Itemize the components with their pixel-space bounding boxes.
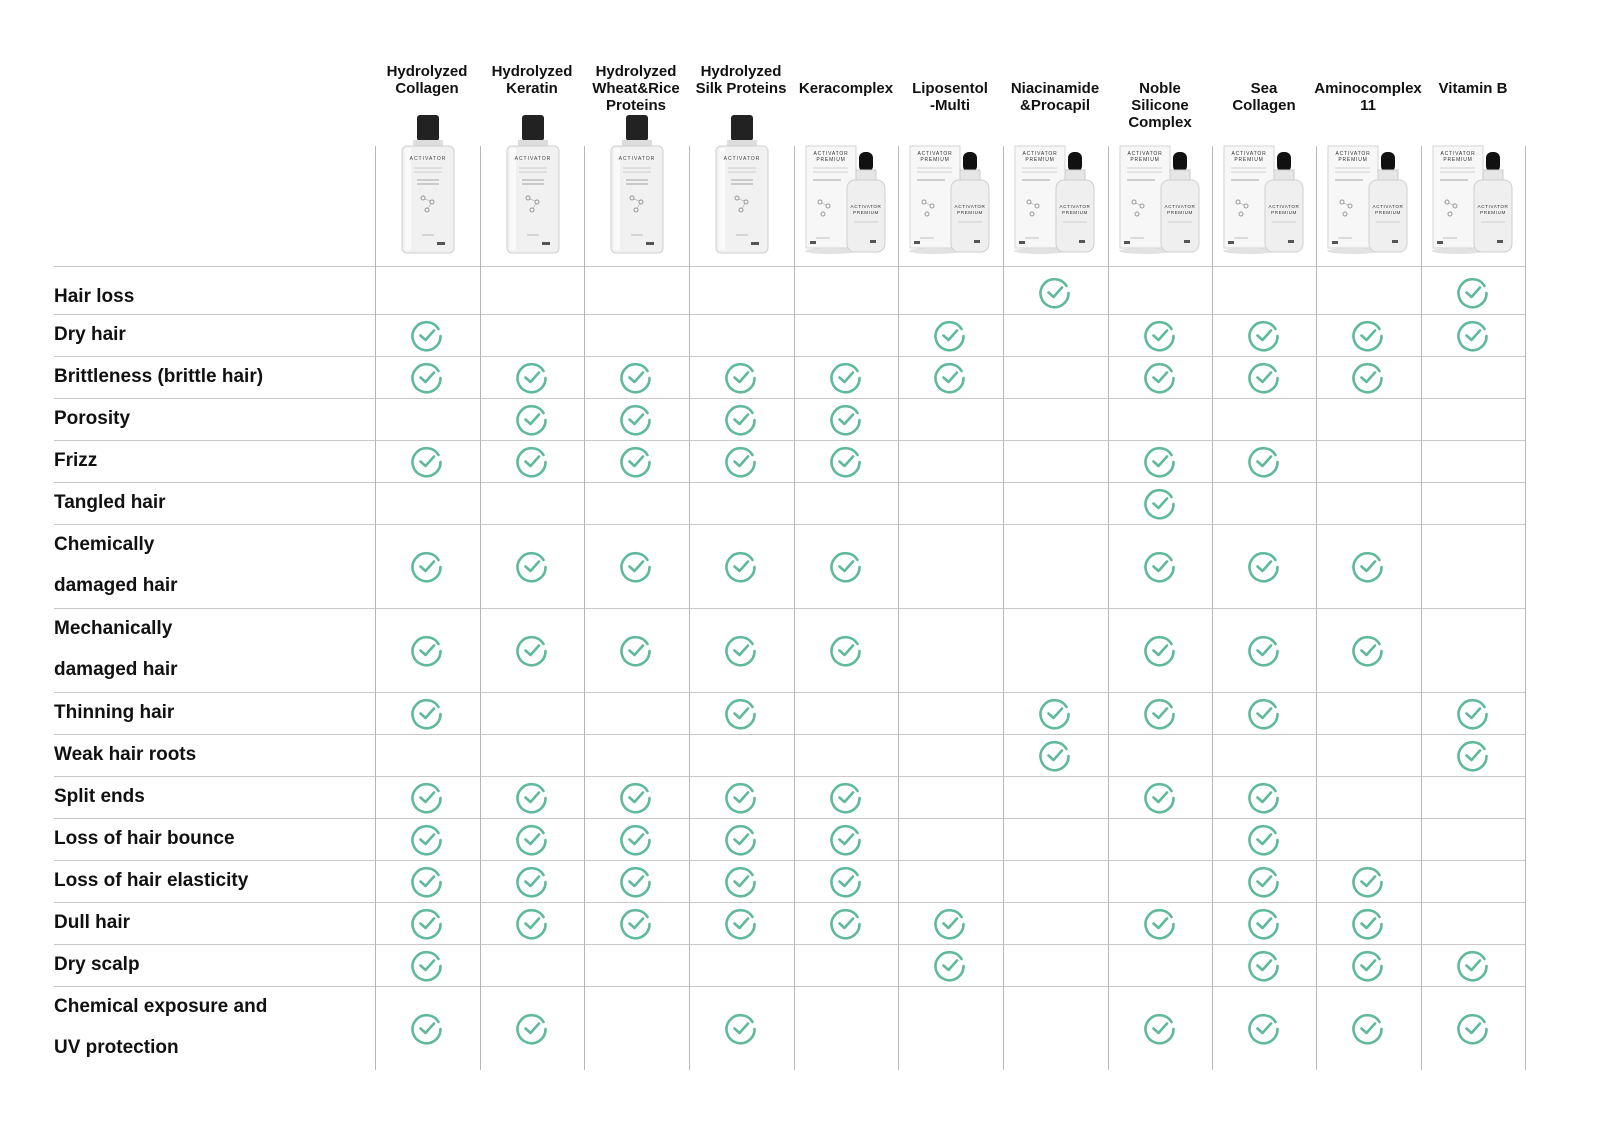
row-label: Frizz	[54, 450, 98, 471]
row-divider	[54, 692, 1525, 693]
check-icon	[410, 633, 444, 667]
check-icon	[619, 864, 653, 898]
check-icon	[1038, 275, 1072, 309]
column-divider	[1108, 146, 1109, 1070]
column-header: Liposentol -Multi	[912, 80, 988, 114]
svg-text:ACTIVATOR: ACTIVATOR	[514, 156, 552, 162]
svg-text:ACTIVATOR: ACTIVATOR	[1440, 151, 1476, 157]
check-icon	[1351, 948, 1385, 982]
check-icon	[724, 549, 758, 583]
activator-bottle-image	[586, 110, 686, 260]
check-icon	[515, 633, 549, 667]
row-label: Porosity	[54, 408, 131, 429]
svg-text:PREMIUM: PREMIUM	[1271, 210, 1297, 215]
column-header: Hydrolyzed Silk Proteins	[695, 63, 787, 97]
svg-text:ACTIVATOR: ACTIVATOR	[850, 204, 882, 209]
check-icon	[1143, 1011, 1177, 1045]
table-header-divider	[54, 266, 1525, 267]
check-icon	[1247, 696, 1281, 730]
check-icon	[619, 780, 653, 814]
check-icon	[1247, 780, 1281, 814]
row-divider	[54, 356, 1525, 357]
column-divider	[1003, 146, 1004, 1070]
check-icon	[410, 1011, 444, 1045]
svg-text:PREMIUM: PREMIUM	[1130, 157, 1160, 163]
column-divider	[794, 146, 795, 1070]
row-divider	[54, 734, 1525, 735]
check-icon	[1247, 822, 1281, 856]
check-icon	[1247, 360, 1281, 394]
row-divider	[54, 944, 1525, 945]
check-icon	[1351, 318, 1385, 352]
check-icon	[410, 864, 444, 898]
check-icon	[1247, 549, 1281, 583]
check-icon	[515, 444, 549, 478]
check-icon	[1143, 444, 1177, 478]
activator-premium-box-image	[1423, 110, 1523, 260]
row-label: Dry hair	[54, 324, 126, 345]
svg-text:ACTIVATOR: ACTIVATOR	[917, 151, 953, 157]
svg-text:ACTIVATOR: ACTIVATOR	[954, 204, 986, 209]
check-icon	[410, 360, 444, 394]
column-divider	[1421, 146, 1422, 1070]
check-icon	[515, 822, 549, 856]
check-icon	[515, 402, 549, 436]
check-icon	[1351, 1011, 1385, 1045]
row-divider	[54, 860, 1525, 861]
check-icon	[410, 318, 444, 352]
check-icon	[829, 402, 863, 436]
row-label: Loss of hair elasticity	[54, 870, 249, 891]
check-icon	[724, 360, 758, 394]
row-label: Mechanically damaged hair	[54, 618, 178, 680]
row-label: Brittleness (brittle hair)	[54, 366, 264, 387]
activator-bottle-image	[482, 110, 582, 260]
row-divider	[54, 608, 1525, 609]
column-header: Hydrolyzed Wheat&Rice Proteins	[592, 63, 680, 114]
check-icon	[1143, 318, 1177, 352]
check-icon	[1351, 864, 1385, 898]
check-icon	[1456, 948, 1490, 982]
row-divider	[54, 314, 1525, 315]
svg-text:PREMIUM: PREMIUM	[920, 157, 950, 163]
svg-text:PREMIUM: PREMIUM	[1025, 157, 1055, 163]
activator-premium-box-image	[796, 110, 896, 260]
check-icon	[724, 864, 758, 898]
svg-text:PREMIUM: PREMIUM	[957, 210, 983, 215]
column-divider	[1316, 146, 1317, 1070]
check-icon	[724, 822, 758, 856]
svg-text:PREMIUM: PREMIUM	[1375, 210, 1401, 215]
check-icon	[515, 780, 549, 814]
column-header: Hydrolyzed Collagen	[386, 63, 468, 97]
column-divider	[1212, 146, 1213, 1070]
check-icon	[619, 444, 653, 478]
check-icon	[410, 696, 444, 730]
svg-text:ACTIVATOR: ACTIVATOR	[1231, 151, 1267, 157]
row-label: Dry scalp	[54, 954, 140, 975]
svg-text:ACTIVATOR: ACTIVATOR	[1268, 204, 1300, 209]
row-divider	[54, 776, 1525, 777]
column-header: Hydrolyzed Keratin	[491, 63, 573, 97]
check-icon	[410, 549, 444, 583]
activator-premium-box-image	[1318, 110, 1418, 260]
row-label: Split ends	[54, 786, 145, 807]
row-label: Chemical exposure and UV protection	[54, 996, 268, 1058]
activator-premium-box-image	[900, 110, 1000, 260]
check-icon	[1143, 906, 1177, 940]
check-icon	[619, 360, 653, 394]
check-icon	[1456, 738, 1490, 772]
check-icon	[1351, 906, 1385, 940]
row-label: Thinning hair	[54, 702, 175, 723]
column-header: Keracomplex	[798, 80, 894, 97]
column-header: Niacinamide &Procapil	[1010, 80, 1100, 114]
check-icon	[829, 822, 863, 856]
row-divider	[54, 524, 1525, 525]
check-icon	[829, 633, 863, 667]
activator-premium-box-image	[1005, 110, 1105, 260]
row-label: Dull hair	[54, 912, 131, 933]
svg-text:PREMIUM: PREMIUM	[1338, 157, 1368, 163]
svg-text:ACTIVATOR: ACTIVATOR	[1372, 204, 1404, 209]
check-icon	[410, 948, 444, 982]
check-icon	[1351, 549, 1385, 583]
check-icon	[1351, 633, 1385, 667]
svg-text:PREMIUM: PREMIUM	[1234, 157, 1264, 163]
column-header: Sea Collagen	[1232, 80, 1296, 114]
check-icon	[1247, 948, 1281, 982]
check-icon	[1456, 1011, 1490, 1045]
check-icon	[1456, 696, 1490, 730]
svg-text:ACTIVATOR: ACTIVATOR	[1164, 204, 1196, 209]
check-icon	[1143, 780, 1177, 814]
activator-premium-box-image	[1214, 110, 1314, 260]
row-label: Tangled hair	[54, 492, 166, 513]
check-icon	[619, 906, 653, 940]
check-icon	[515, 360, 549, 394]
check-icon	[933, 360, 967, 394]
row-label: Weak hair roots	[54, 744, 197, 765]
column-header: Noble Silicone Complex	[1128, 80, 1192, 131]
check-icon	[724, 402, 758, 436]
row-divider	[54, 482, 1525, 483]
svg-text:ACTIVATOR: ACTIVATOR	[1127, 151, 1163, 157]
check-icon	[1143, 486, 1177, 520]
check-icon	[1038, 696, 1072, 730]
column-divider	[689, 146, 690, 1070]
check-icon	[1143, 696, 1177, 730]
svg-text:PREMIUM: PREMIUM	[1480, 210, 1506, 215]
column-header: Aminocomplex 11	[1314, 80, 1422, 114]
activator-premium-box-image	[1110, 110, 1210, 260]
column-divider	[375, 146, 376, 1070]
check-icon	[829, 444, 863, 478]
row-divider	[54, 818, 1525, 819]
row-label: Hair loss	[54, 286, 135, 307]
svg-text:ACTIVATOR: ACTIVATOR	[1059, 204, 1091, 209]
activator-bottle-image	[377, 110, 477, 260]
check-icon	[724, 633, 758, 667]
check-icon	[724, 696, 758, 730]
check-icon	[724, 906, 758, 940]
svg-text:PREMIUM: PREMIUM	[816, 157, 846, 163]
check-icon	[933, 948, 967, 982]
column-divider	[480, 146, 481, 1070]
svg-text:ACTIVATOR: ACTIVATOR	[723, 156, 761, 162]
check-icon	[829, 780, 863, 814]
svg-text:PREMIUM: PREMIUM	[853, 210, 879, 215]
svg-text:ACTIVATOR: ACTIVATOR	[1335, 151, 1371, 157]
activator-bottle-image	[691, 110, 791, 260]
check-icon	[1247, 906, 1281, 940]
check-icon	[1247, 633, 1281, 667]
check-icon	[829, 906, 863, 940]
row-divider	[54, 902, 1525, 903]
row-divider	[54, 986, 1525, 987]
svg-text:PREMIUM: PREMIUM	[1062, 210, 1088, 215]
column-header: Vitamin B	[1438, 80, 1508, 97]
svg-text:PREMIUM: PREMIUM	[1443, 157, 1473, 163]
svg-text:ACTIVATOR: ACTIVATOR	[618, 156, 656, 162]
check-icon	[1351, 360, 1385, 394]
check-icon	[410, 780, 444, 814]
check-icon	[1038, 738, 1072, 772]
check-icon	[1247, 1011, 1281, 1045]
check-icon	[1247, 864, 1281, 898]
check-icon	[1143, 633, 1177, 667]
row-divider	[54, 398, 1525, 399]
svg-text:ACTIVATOR: ACTIVATOR	[1022, 151, 1058, 157]
check-icon	[515, 1011, 549, 1045]
check-icon	[1143, 360, 1177, 394]
check-icon	[410, 906, 444, 940]
column-divider	[584, 146, 585, 1070]
check-icon	[619, 549, 653, 583]
svg-text:PREMIUM: PREMIUM	[1167, 210, 1193, 215]
row-label: Loss of hair bounce	[54, 828, 235, 849]
check-icon	[724, 1011, 758, 1045]
check-icon	[1456, 275, 1490, 309]
check-icon	[829, 360, 863, 394]
check-icon	[1247, 444, 1281, 478]
check-icon	[933, 318, 967, 352]
check-icon	[829, 549, 863, 583]
check-icon	[619, 822, 653, 856]
column-divider	[898, 146, 899, 1070]
check-icon	[1456, 318, 1490, 352]
column-divider	[1525, 146, 1526, 1070]
check-icon	[515, 906, 549, 940]
check-icon	[515, 549, 549, 583]
check-icon	[724, 444, 758, 478]
check-icon	[619, 633, 653, 667]
svg-text:ACTIVATOR: ACTIVATOR	[409, 156, 447, 162]
check-icon	[933, 906, 967, 940]
row-label: Chemically damaged hair	[54, 534, 178, 596]
svg-text:ACTIVATOR: ACTIVATOR	[813, 151, 849, 157]
check-icon	[515, 864, 549, 898]
check-icon	[410, 444, 444, 478]
row-divider	[54, 440, 1525, 441]
check-icon	[1143, 549, 1177, 583]
check-icon	[724, 780, 758, 814]
check-icon	[829, 864, 863, 898]
check-icon	[410, 822, 444, 856]
check-icon	[1247, 318, 1281, 352]
svg-text:ACTIVATOR: ACTIVATOR	[1477, 204, 1509, 209]
check-icon	[619, 402, 653, 436]
